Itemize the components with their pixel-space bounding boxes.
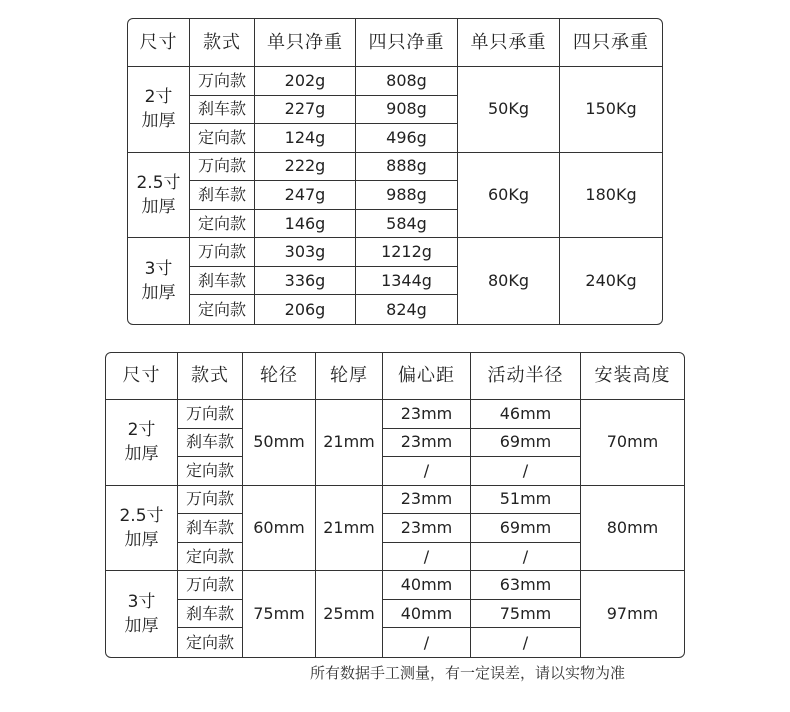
single-weight-cell: 222g xyxy=(255,153,356,182)
single-weight-cell: 206g xyxy=(255,295,356,324)
single-weight-cell: 202g xyxy=(255,67,356,96)
single-weight-cell: 146g xyxy=(255,210,356,239)
single-weight-cell: 247g xyxy=(255,181,356,210)
four-load-cell: 240Kg xyxy=(585,271,637,291)
single-load-cell: 80Kg xyxy=(458,238,560,324)
mount-height-cell: 80mm xyxy=(581,486,684,572)
header-wheel-thickness: 轮厚 xyxy=(316,353,383,400)
size-cell xyxy=(106,400,178,486)
style-cell: 定向款 xyxy=(190,210,255,239)
measurement-disclaimer: 所有数据手工测量，有一定误差，请以实物为准 xyxy=(310,664,626,682)
four-weight-cell: 888g xyxy=(356,153,458,182)
offset-cell: / xyxy=(383,628,471,657)
weight-table xyxy=(127,18,663,325)
size-sublabel: 加厚 xyxy=(124,616,159,637)
four-weight-cell: 1344g xyxy=(356,267,458,296)
offset-cell: / xyxy=(383,457,471,486)
four-weight-cell: 584g xyxy=(356,210,458,239)
size-cell xyxy=(106,571,178,657)
mount-height-cell: 97mm xyxy=(606,604,659,624)
single-weight-cell: 124g xyxy=(255,124,356,153)
size-label: 2寸 xyxy=(144,87,173,108)
header-swivel-radius: 活动半径 xyxy=(471,353,581,400)
style-cell: 定向款 xyxy=(178,457,243,486)
style-cell: 万向款 xyxy=(190,238,255,267)
offset-cell: 40mm xyxy=(383,600,471,629)
size-label: 3寸 xyxy=(144,259,173,280)
swivel-radius-cell: 51mm xyxy=(471,486,581,515)
size-label: 2寸 xyxy=(127,420,156,441)
style-cell: 刹车款 xyxy=(190,267,255,296)
header-style: 款式 xyxy=(178,353,243,400)
style-cell: 万向款 xyxy=(178,571,243,600)
size-label: 2.5寸 xyxy=(119,505,164,526)
header-single-load: 单只承重 xyxy=(458,19,560,67)
style-cell: 刹车款 xyxy=(190,96,255,125)
style-cell: 定向款 xyxy=(190,295,255,324)
size-sublabel: 加厚 xyxy=(141,283,176,304)
four-weight-cell: 988g xyxy=(356,181,458,210)
mount-height-cell: 70mm xyxy=(581,400,684,486)
header-mount-height: 安装高度 xyxy=(581,353,684,400)
four-weight-cell: 824g xyxy=(356,295,458,324)
size-sublabel: 加厚 xyxy=(124,444,159,465)
four-load-cell: 150Kg xyxy=(560,67,662,153)
wheel-thickness-cell: 25mm xyxy=(316,571,383,657)
four-weight-cell: 496g xyxy=(356,124,458,153)
style-cell: 万向款 xyxy=(190,67,255,96)
offset-cell: 23mm xyxy=(383,514,471,543)
size-cell xyxy=(128,153,190,239)
style-cell: 万向款 xyxy=(178,486,243,515)
swivel-radius-cell: 69mm xyxy=(471,514,581,543)
header-single-weight: 单只净重 xyxy=(255,19,356,67)
size-sublabel: 加厚 xyxy=(141,196,176,217)
offset-cell: 40mm xyxy=(383,571,471,600)
size-label: 3寸 xyxy=(127,592,156,613)
style-cell: 刹车款 xyxy=(178,600,243,629)
swivel-radius-cell: 69mm xyxy=(471,429,581,458)
style-cell: 定向款 xyxy=(178,543,243,572)
wheel-diameter-cell: 75mm xyxy=(243,571,316,657)
header-four-load: 四只承重 xyxy=(560,19,662,67)
style-cell: 定向款 xyxy=(178,628,243,657)
size-label: 2.5寸 xyxy=(136,172,181,193)
offset-cell: 23mm xyxy=(383,486,471,515)
swivel-radius-cell: / xyxy=(471,457,581,486)
dimension-table xyxy=(105,352,685,658)
header-wheel-diameter: 轮径 xyxy=(243,353,316,400)
style-cell: 刹车款 xyxy=(178,514,243,543)
single-weight-cell: 336g xyxy=(255,267,356,296)
single-weight-cell: 227g xyxy=(255,96,356,125)
swivel-radius-cell: 46mm xyxy=(471,400,581,429)
style-cell: 刹车款 xyxy=(178,429,243,458)
style-cell: 刹车款 xyxy=(190,181,255,210)
wheel-diameter-cell: 60mm xyxy=(243,486,316,572)
four-weight-cell: 1212g xyxy=(356,238,458,267)
header-style: 款式 xyxy=(190,19,255,67)
offset-cell: 23mm xyxy=(383,429,471,458)
wheel-thickness-cell: 21mm xyxy=(316,400,383,486)
header-offset: 偏心距 xyxy=(383,353,471,400)
size-cell xyxy=(128,238,190,324)
size-cell xyxy=(128,67,190,153)
wheel-thickness-cell: 21mm xyxy=(316,486,383,572)
style-cell: 万向款 xyxy=(178,400,243,429)
swivel-radius-cell: 75mm xyxy=(471,600,581,629)
wheel-diameter-cell: 50mm xyxy=(243,400,316,486)
swivel-radius-cell: 63mm xyxy=(471,571,581,600)
style-cell: 定向款 xyxy=(190,124,255,153)
size-cell xyxy=(106,486,178,572)
single-load-cell: 50Kg xyxy=(458,67,560,153)
single-weight-cell: 303g xyxy=(255,238,356,267)
header-size: 尺寸 xyxy=(106,353,178,400)
size-sublabel: 加厚 xyxy=(141,111,176,132)
offset-cell: / xyxy=(383,543,471,572)
four-weight-cell: 808g xyxy=(356,67,458,96)
single-load-cell: 60Kg xyxy=(458,153,560,239)
swivel-radius-cell: / xyxy=(471,628,581,657)
header-four-weight: 四只净重 xyxy=(356,19,458,67)
offset-cell: 23mm xyxy=(383,400,471,429)
swivel-radius-cell: / xyxy=(471,543,581,572)
size-sublabel: 加厚 xyxy=(124,529,159,550)
style-cell: 万向款 xyxy=(190,153,255,182)
header-size: 尺寸 xyxy=(128,19,190,67)
four-load-cell: 180Kg xyxy=(560,153,662,239)
four-weight-cell: 908g xyxy=(356,96,458,125)
